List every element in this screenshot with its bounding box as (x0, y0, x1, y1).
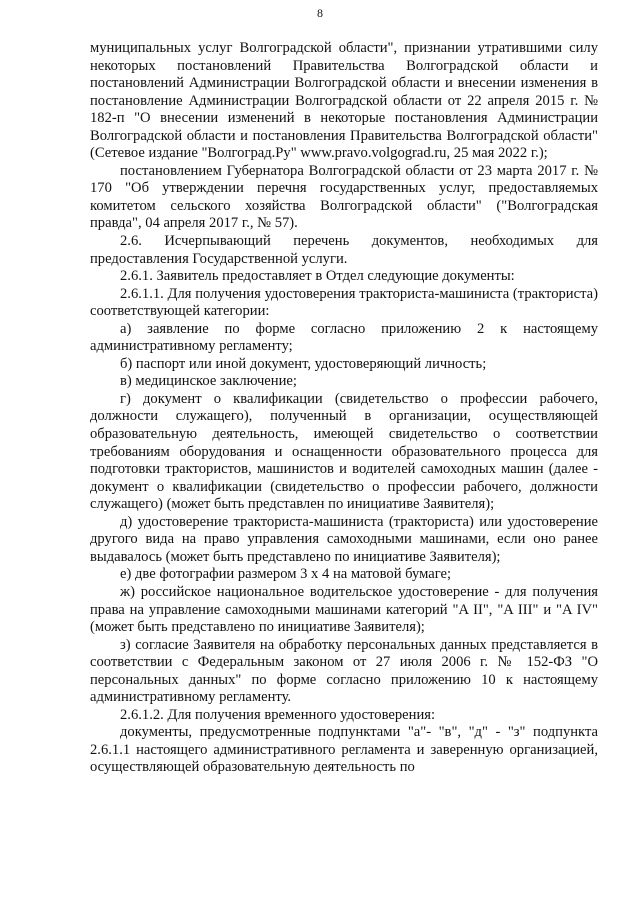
list-item-e: е) две фотографии размером 3 х 4 на матовой бумаге; (120, 566, 452, 583)
list-item-a: а) заявление по форме согласно приложению 2 к настоящему административному регламенту; (90, 320, 598, 355)
paragraph-temporary-documents: документы, предусмотренные подпунктами "а"- "в", "д" - "з" подпункта 2.6.1.1 настоящего административного регламента и заверенную организацией, осуществляющей образовательную деятельность по (90, 724, 598, 776)
paragraph-2-6: 2.6. Исчерпывающий перечень документов, необходимых для предоставления Государственной услуги. (90, 233, 598, 267)
paragraph-continuation: муниципальных услуг Волгоградской области", признании утратившими силу некоторых постановлений Правительства Волгоградской области и постановлений Администрации Волгоградской области и внесении изменения в постановление Администрации Волгоградской области от 22 апреля 2015 г. № 182-п "О внесении изменений в некоторые постановления Администрации Волгоградской области и постановления Правительства Волгоградской области" (Сетевое издание "Волгоград.Ру" www.pravo.volgograd.ru, 25 мая 2022 г.); (90, 40, 598, 162)
list-item-z: з) согласие Заявителя на обработку персональных данных представляется в соответствии с Федеральным законом от 27 июля 2006 г. № 152-ФЗ "О персональных данных" по форме согласно приложению 10 к настоящему административному регламенту. (90, 636, 598, 706)
list-item-d: д) удостоверение тракториста-машиниста (тракториста) или удостоверение другого вида на право управления самоходными машинами, если оно ранее выдавалось (может быть представлено по инициативе Заявителя); (90, 513, 598, 565)
paragraph-2-6-1-2: 2.6.1.2. Для получения временного удостоверения: (120, 706, 436, 723)
document-body (90, 40, 598, 777)
page-number: 8 (317, 6, 323, 20)
list-item-zh: ж) российское национальное водительское удостоверение - для получения права на управление самоходными машинами категорий "A II", "A III" и "A IV" (может быть представлено по инициативе Заявителя); (90, 583, 598, 636)
list-item-b: б) паспорт или иной документ, удостоверяющий личность; (120, 355, 487, 372)
list-item-g: г) документ о квалификации (свидетельство о профессии рабочего, должности служащего), полученный в организации, осуществляющей образовательную деятельность, имеющей свидетельство о соответствии требованиям оборудования и оснащенности образовательного процесса для подготовки трактористов, машинистов и водителей самоходных машин (далее - документ о квалификации (свидетельство о профессии рабочего, должности служащего) (может быть представлен по инициативе Заявителя); (90, 390, 598, 513)
list-item-v: в) медицинское заключение; (120, 373, 297, 390)
paragraph-2-6-1-1: 2.6.1.1. Для получения удостоверения тракториста-машиниста (тракториста) соответствующей категории: (90, 285, 598, 320)
paragraph-2-6-1: 2.6.1. Заявитель предоставляет в Отдел следующие документы: (120, 268, 515, 285)
paragraph-governor-decree: постановлением Губернатора Волгоградской области от 23 марта 2017 г. № 170 "Об утверждении перечня государственных услуг, предоставляемых комитетом сельского хозяйства Волгоградской области" ("Волгоградская правда", 04 апреля 2017 г., № 57). (90, 162, 598, 232)
